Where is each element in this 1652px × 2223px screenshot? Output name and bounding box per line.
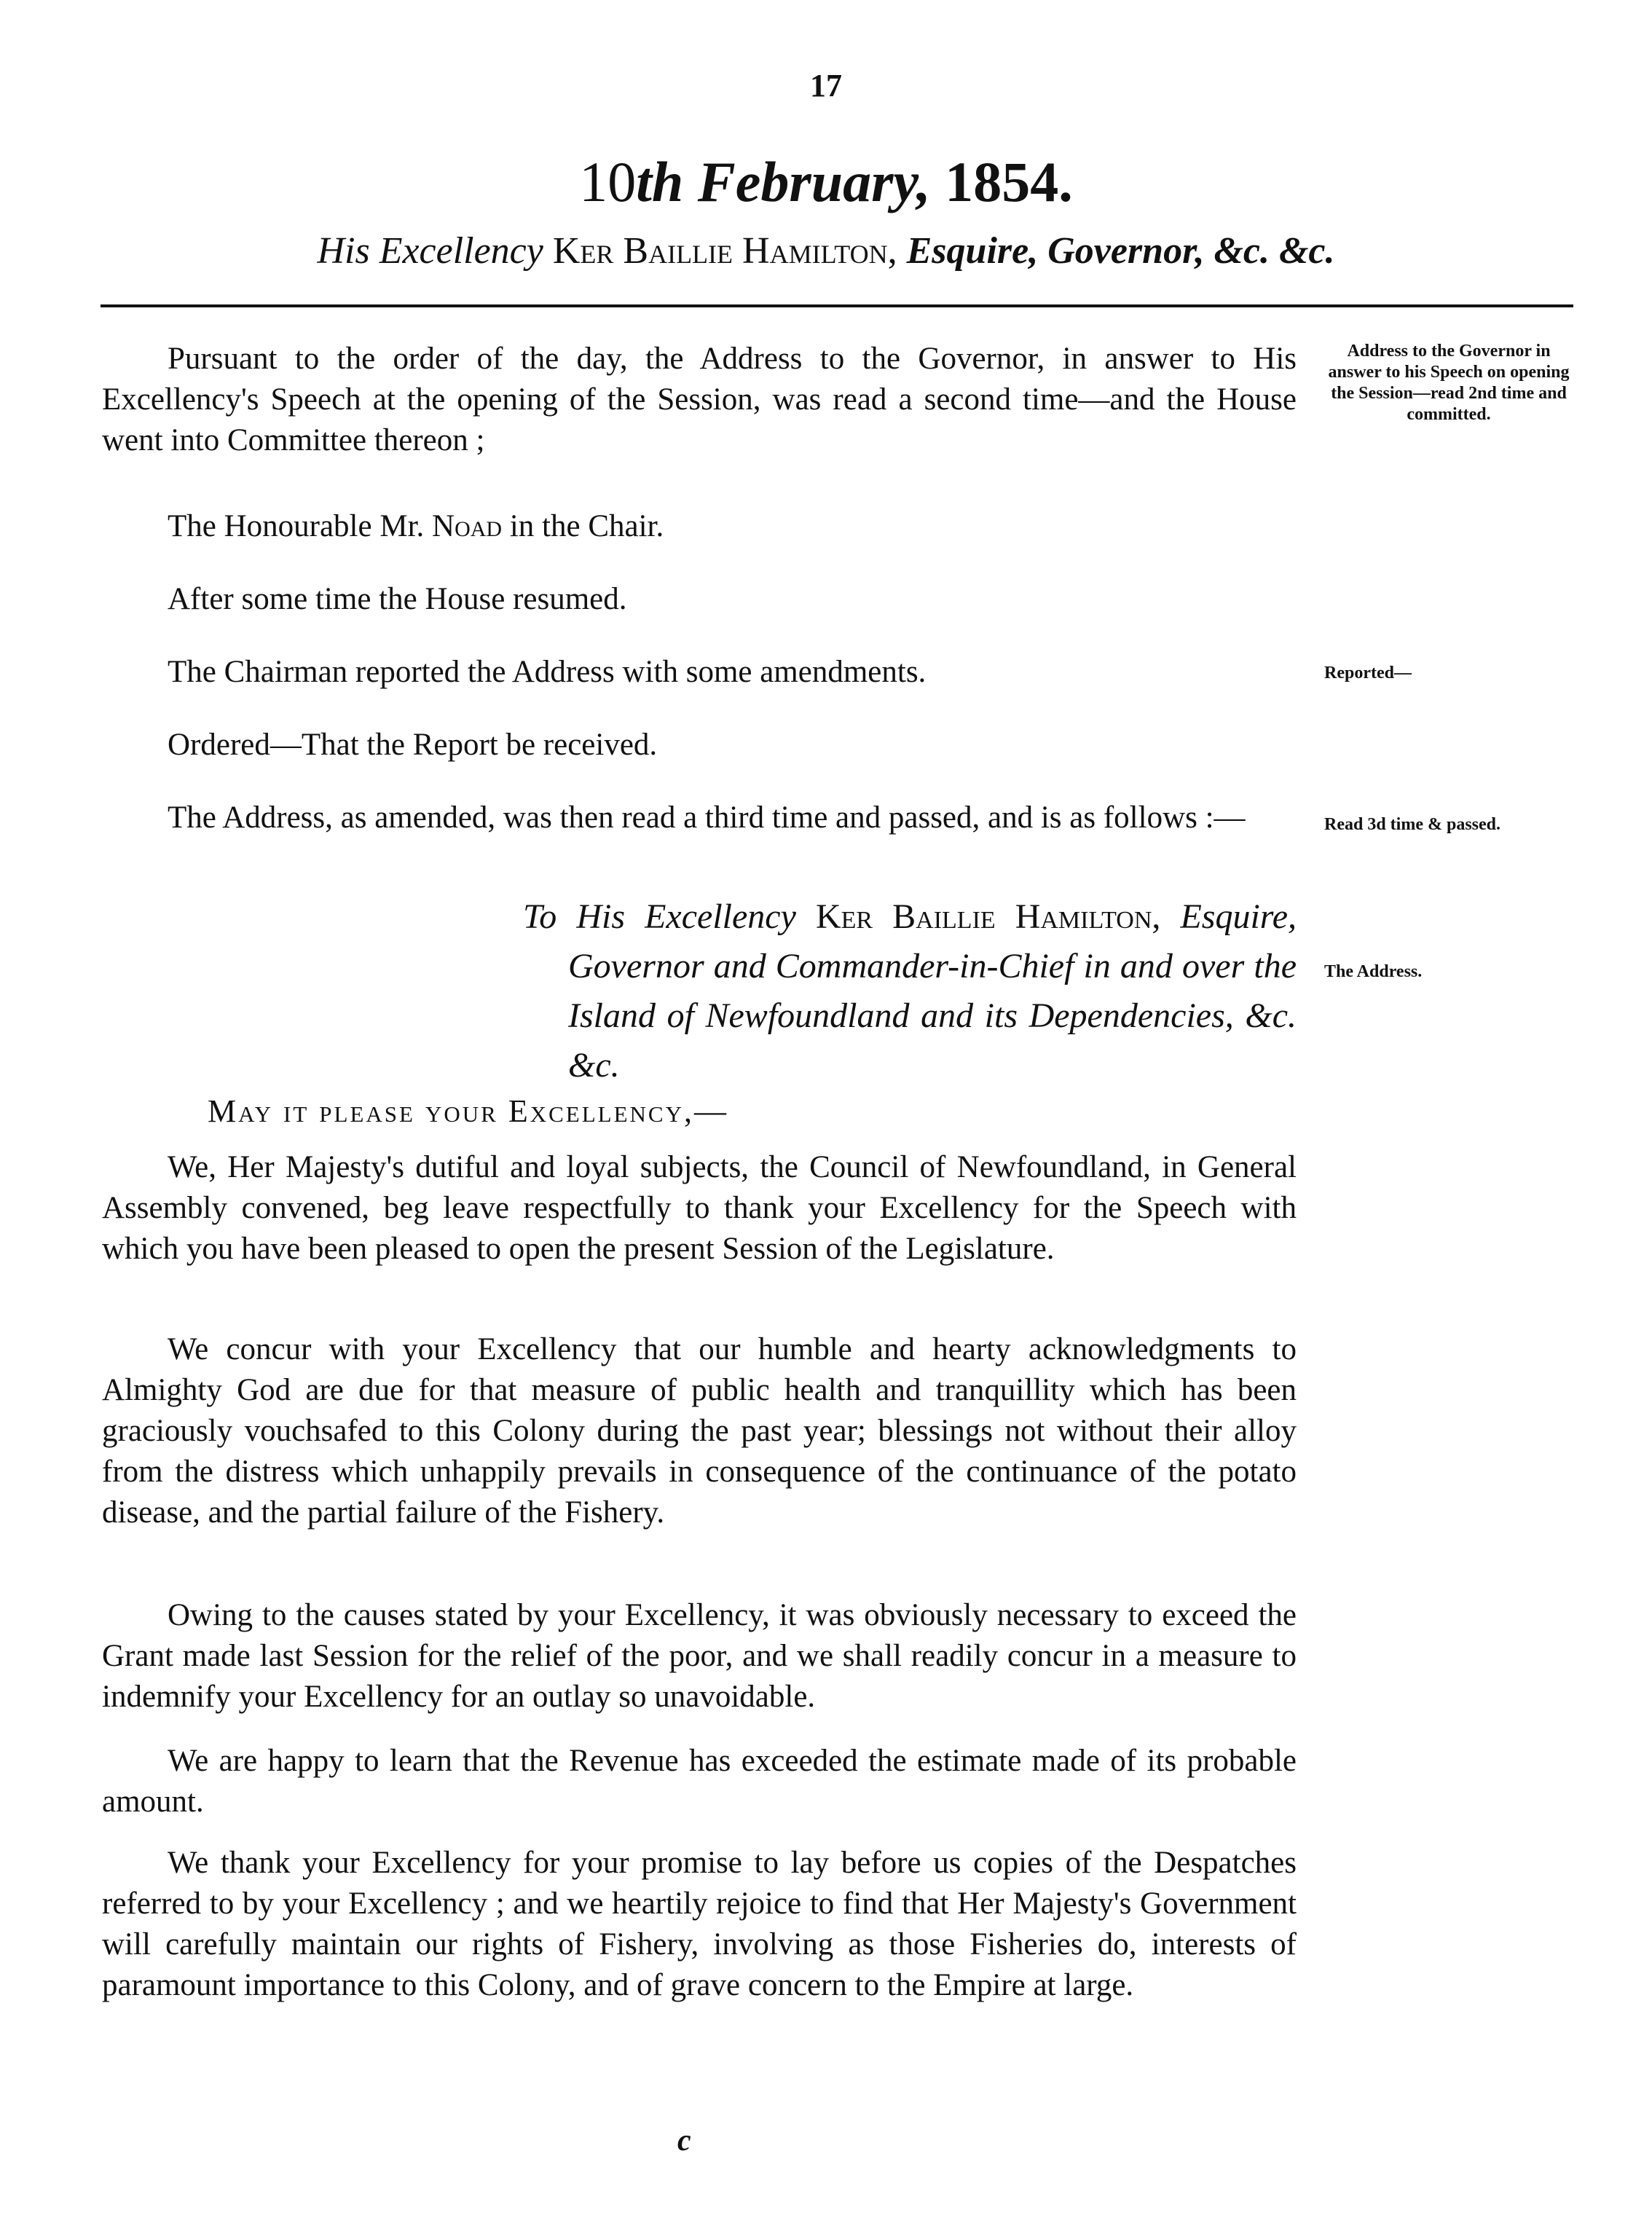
- paragraph-house-resumed: After some time the House resumed.: [168, 582, 627, 616]
- body-paragraph: We, Her Majesty's dutiful and loyal subjects, the Council of Newfoundland, in General Assembly convened, beg leave respectfully to thank your Excellency for the Speech with which you have been pleased to open the present Session of the Legislature.: [102, 1150, 1297, 1266]
- paragraph-chair: [102, 506, 1297, 547]
- paragraph-chairman-reported: The Chairman reported the Address with some amendments.: [168, 655, 927, 689]
- address-name: Ker Baillie Hamilton,: [815, 897, 1161, 936]
- signature-mark: c: [677, 2124, 691, 2157]
- chair-name: Noad: [432, 509, 503, 543]
- margin-note-address-committed: Address to the Governor in answer to his Speech on opening the Session—read 2nd time and committed.: [1328, 342, 1570, 424]
- body-paragraph: We thank your Excellency for your promise to lay before us copies of the Despatches referred to by your Excellency ; and we heartily rejoice to find that Her Majesty's Government will carefully maintain our rights of Fishery, involving as those Fisheries do, interests of paramount importance to this Colony, and of grave concern to the Empire at large.: [102, 1846, 1297, 2002]
- salutation-text: May it please your Excellency,—: [208, 1093, 728, 1129]
- date-year: 1854.: [945, 150, 1073, 213]
- governor-name: Ker Baillie Hamilton,: [552, 230, 897, 272]
- paragraph-second-reading: Pursuant to the order of the day, the Address to the Governor, in answer to His Excellency's Speech at the opening of the Session, was read a second time—and the House went into Committee thereon ;: [102, 342, 1297, 457]
- date-day: 10: [579, 150, 637, 213]
- paragraph-third-reading: The Address, as amended, was then read a third time and passed, and is as follows :—: [168, 800, 1246, 835]
- date-heading: [0, 149, 1652, 215]
- salutation: [208, 1091, 728, 1132]
- governor-his-excellency: His Excellency: [317, 230, 543, 272]
- date-month: th February,: [636, 150, 931, 213]
- address-rest: Esquire, Governor and Commander-in-Chief in and over the Island of Newfoundland and its Dependencies, &c. &c.: [568, 897, 1297, 1085]
- governor-titles: Esquire, Governor, &c. &c.: [906, 230, 1335, 272]
- margin-note-reported: Reported—: [1324, 664, 1412, 682]
- body-paragraph: We are happy to learn that the Revenue has exceeded the estimate made of its probable amount.: [102, 1744, 1297, 1819]
- header-rule: [101, 304, 1573, 307]
- margin-note-the-address: The Address.: [1324, 962, 1423, 981]
- chair-suffix: in the Chair.: [509, 509, 664, 543]
- governor-line: [0, 229, 1652, 272]
- chair-prefix: The Honourable Mr.: [168, 509, 425, 543]
- address-to-his-excellency: To His Excellency: [523, 897, 796, 936]
- page-number: 17: [810, 68, 842, 103]
- paragraph-ordered: Ordered—That the Report be received.: [168, 728, 658, 762]
- body-paragraph: We concur with your Excellency that our humble and hearty acknowledgments to Almighty God are due for that measure of public health and tranquillity which has been graciously vouchsafed to this Colony during the past year; blessings not without their alloy from the distress which unhappily prevails in consequence of the continuance of the potato disease, and the partial failure of the Fishery.: [102, 1332, 1297, 1530]
- margin-note-read-third: Read 3d time & passed.: [1324, 815, 1501, 834]
- body-paragraph: Owing to the causes stated by your Excellency, it was obviously necessary to exceed the Grant made last Session for the relief of the poor, and we shall readily concur in a measure to indemnify your Excellency for an outlay so unavoidable.: [102, 1598, 1297, 1714]
- address-heading: [523, 892, 1297, 1090]
